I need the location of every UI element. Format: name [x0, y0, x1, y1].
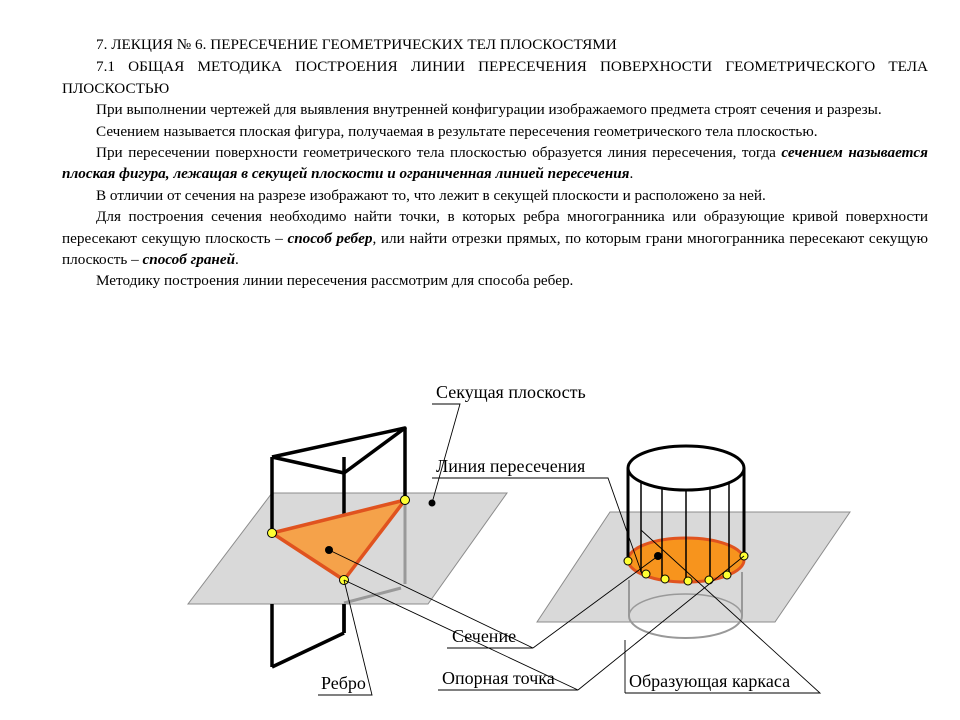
edge-method-term: способ ребер	[287, 229, 373, 247]
paragraph-6: Методику построения линии пересечения рассмотрим для способа ребер.	[96, 272, 574, 290]
label-cutting-plane: Секущая плоскость	[436, 382, 586, 402]
leader-cutting-plane	[432, 404, 460, 503]
paragraph-3-end: .	[629, 165, 634, 183]
paragraph-4: В отличии от сечения на разрезе изображают то, что лежит в секущей плоскости и расположено за ней.	[96, 186, 766, 204]
paragraph-5-part-2: , или найти отрезки прямых, по которым грани многогранника пересекают секущую плоскость –	[62, 229, 928, 269]
face-method-term: способ граней	[142, 251, 236, 269]
cylinder-top	[628, 446, 744, 490]
label-frame-generatrix: Образующая каркаса	[629, 671, 791, 691]
reference-point	[401, 496, 410, 505]
paragraph-5-part-1: Для построения сечения необходимо найти точки, в которых ребра многогранника или образующие кривой поверхности пересекают секущую плоскость –	[62, 208, 928, 247]
paragraph-1: При выполнении чертежей для выявления внутренней конфигурации изображаемого предмета строят сечения и разрезы.	[96, 101, 882, 119]
paragraph-5-end: .	[235, 251, 239, 269]
paragraph-3-start: При пересечении поверхности геометрического тела плоскостью образуется линия пересечения, тогда	[96, 144, 782, 162]
reference-point	[642, 570, 650, 578]
prism-bottom-edge	[272, 633, 344, 667]
label-intersection-line: Линия пересечения	[436, 456, 586, 476]
lecture-title: 7. ЛЕКЦИЯ № 6. ПЕРЕСЕЧЕНИЕ ГЕОМЕТРИЧЕСКИХ ТЕЛ ПЛОСКОСТЯМИ	[96, 36, 617, 53]
label-reference-point: Опорная точка	[442, 668, 555, 688]
reference-point	[624, 557, 632, 565]
paragraph-2: Сечением называется плоская фигура, получаемая в результате пересечения геометрического тела плоскостью.	[96, 122, 818, 140]
section-definition: сечением называется плоская фигура, лежащая в секущей плоскости и ограниченная линией пересечения	[62, 144, 928, 183]
reference-point	[684, 577, 692, 585]
prism-top-face	[272, 428, 405, 473]
reference-point	[705, 576, 713, 584]
label-section: Сечение	[452, 626, 517, 646]
label-edge: Ребро	[321, 673, 366, 693]
lecture-subtitle: 7.1 ОБЩАЯ МЕТОДИКА ПОСТРОЕНИЯ ЛИНИИ ПЕРЕСЕЧЕНИЯ ПОВЕРХНОСТИ ГЕОМЕТРИЧЕСКОГО ТЕЛА ПЛОСКОСТЬЮ	[62, 58, 928, 97]
reference-point	[661, 575, 669, 583]
reference-point	[268, 529, 277, 538]
